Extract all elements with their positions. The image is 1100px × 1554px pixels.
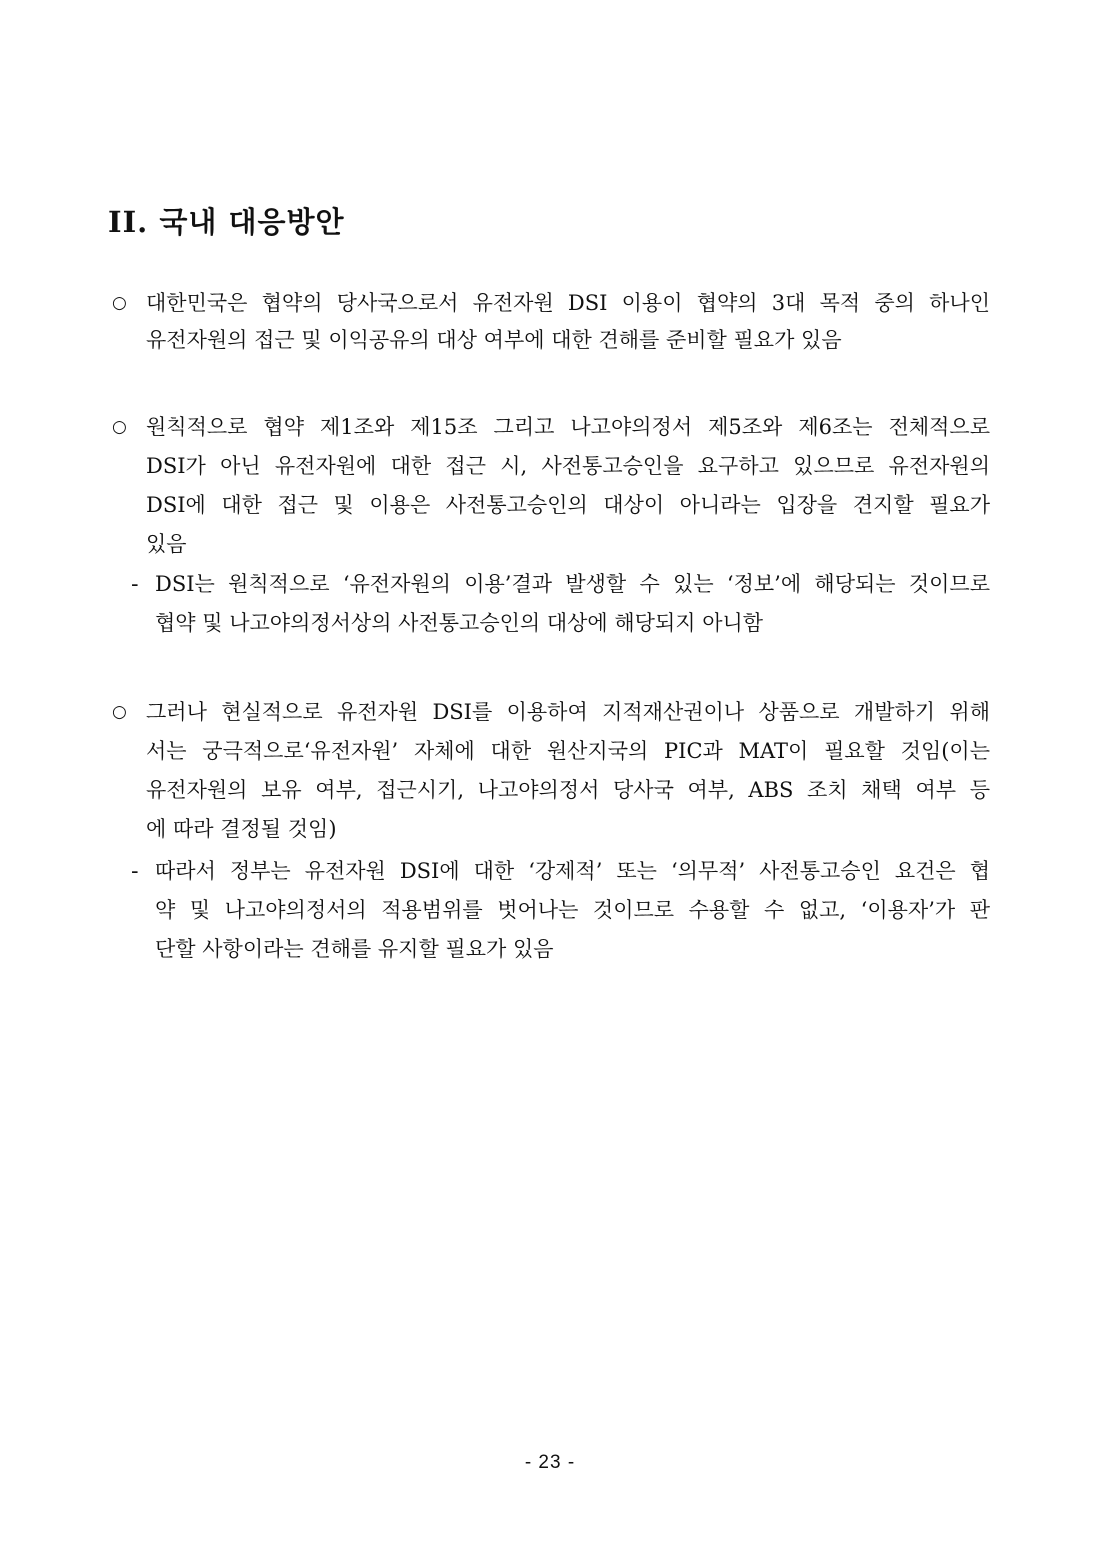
bullet-3-line-1: 그러나 현실적으로 유전자원 DSI를 이용하여 지적재산권이나 상품으로 개발하기 위해 — [146, 700, 990, 724]
bullet-3-sub-line-2: 약 및 나고야의정서의 적용범위를 벗어나는 것이므로 수용할 수 없고, ‘이용자’가 판 — [155, 898, 990, 922]
bullet-1-line-1: 대한민국은 협약의 당사국으로서 유전자원 DSI 이용이 협약의 3대 목적 중의 하나인 — [146, 291, 990, 315]
bullet-3-sub-line-3: 단할 사항이라는 견해를 유지할 필요가 있음 — [155, 937, 554, 961]
sub-item-marker: - — [131, 572, 139, 596]
bullet-1-line-2: 유전자원의 접근 및 이익공유의 대상 여부에 대한 견해를 준비할 필요가 있음 — [146, 328, 842, 352]
bullet-3-line-2: 서는 궁극적으로‘유전자원’ 자체에 대한 원산지국의 PIC과 MAT이 필요할 것임(이는 — [146, 739, 990, 763]
bullet-marker: ○ — [112, 417, 127, 437]
bullet-marker: ○ — [112, 702, 127, 722]
bullet-2-line-2: DSI가 아닌 유전자원에 대한 접근 시, 사전통고승인을 요구하고 있으므로 유전자원의 — [146, 454, 990, 478]
bullet-3-line-3: 유전자원의 보유 여부, 접근시기, 나고야의정서 당사국 여부, ABS 조치 채택 여부 등 — [146, 778, 990, 802]
bullet-2-line-1: 원칙적으로 협약 제1조와 제15조 그리고 나고야의정서 제5조와 제6조는 전체적으로 — [146, 415, 990, 439]
page-number: - 23 - — [524, 1452, 576, 1473]
sub-item-marker: - — [131, 859, 139, 883]
bullet-3-line-4: 에 따라 결정될 것임) — [146, 817, 337, 841]
bullet-2-sub-line-2: 협약 및 나고야의정서상의 사전통고승인의 대상에 해당되지 아니함 — [155, 611, 764, 635]
section-heading: II. 국내 대응방안 — [108, 205, 345, 239]
bullet-marker: ○ — [112, 293, 127, 313]
bullet-2-sub-line-1: DSI는 원칙적으로 ‘유전자원의 이용’결과 발생할 수 있는 ‘정보’에 해당되는 것이므로 — [155, 572, 990, 596]
bullet-3-sub-line-1: 따라서 정부는 유전자원 DSI에 대한 ‘강제적’ 또는 ‘의무적’ 사전통고승인 요건은 협 — [155, 859, 990, 883]
bullet-2-line-3: DSI에 대한 접근 및 이용은 사전통고승인의 대상이 아니라는 입장을 견지할 필요가 — [146, 493, 990, 517]
bullet-2-line-4: 있음 — [146, 532, 187, 556]
